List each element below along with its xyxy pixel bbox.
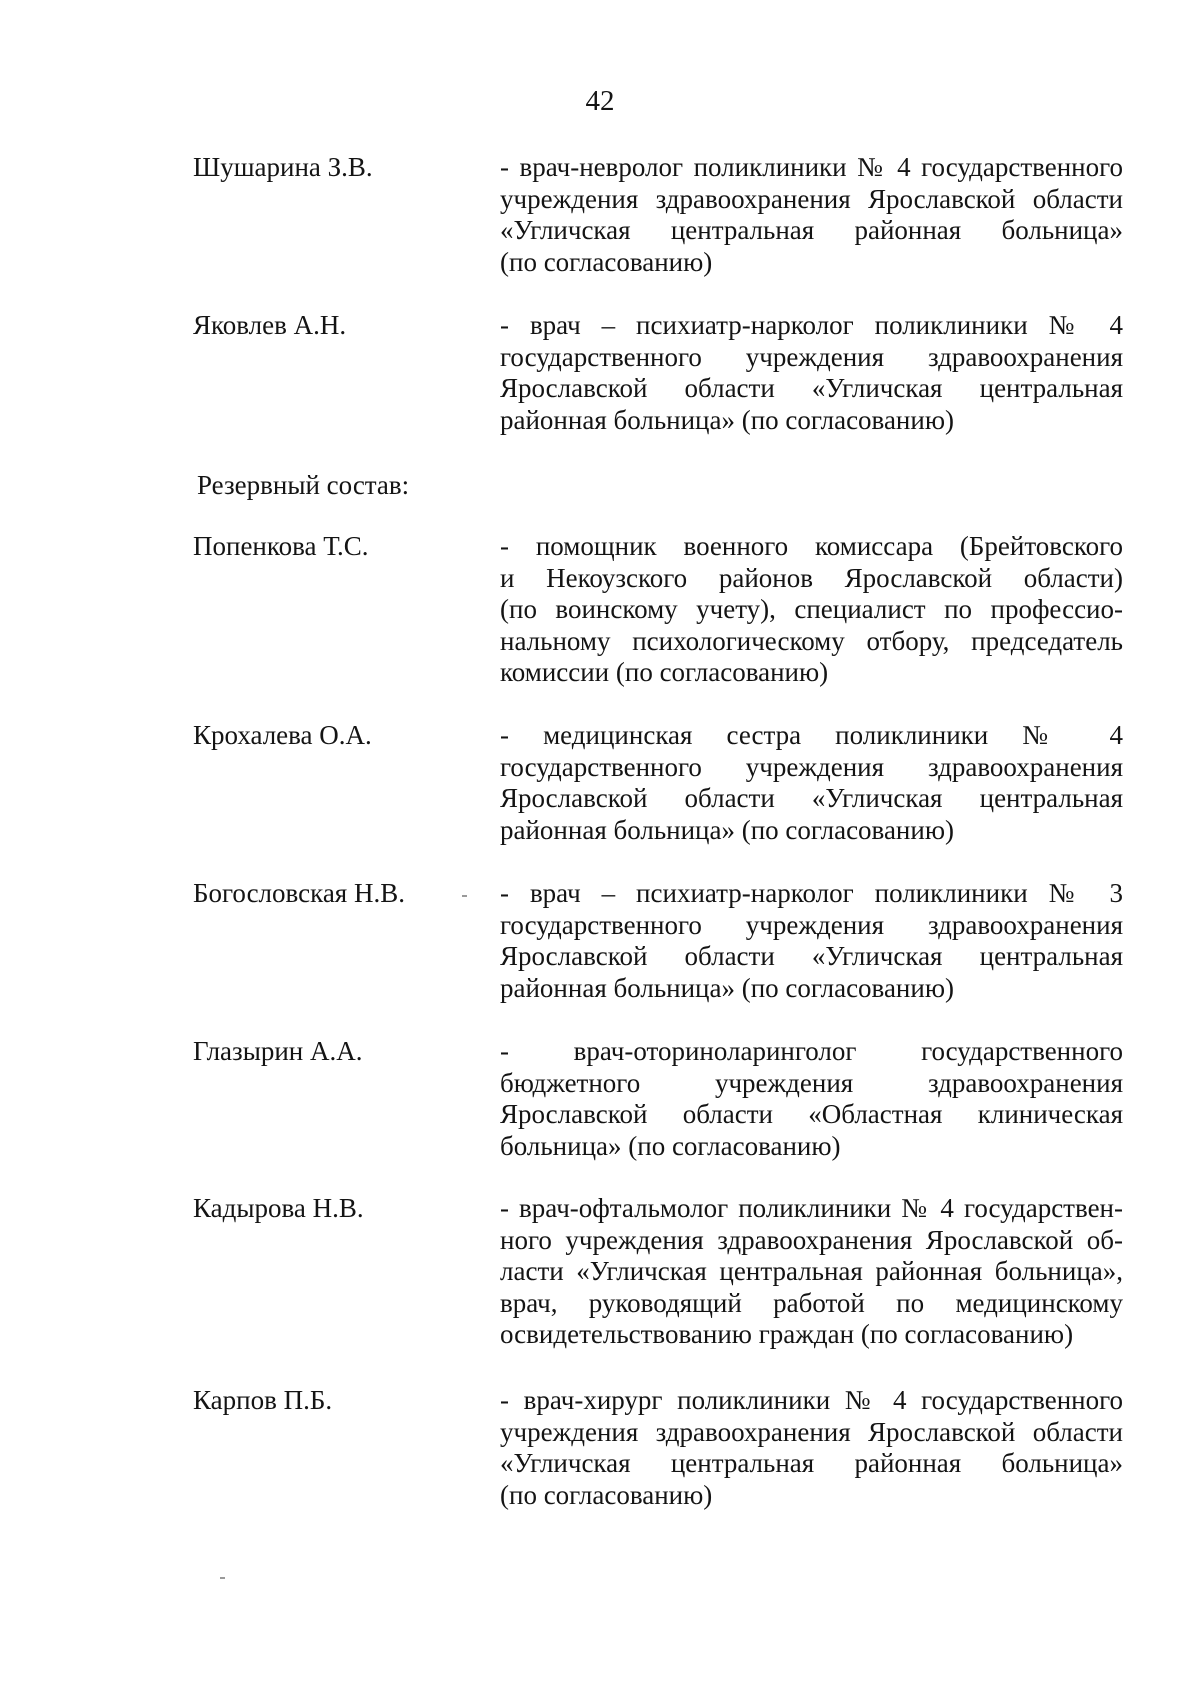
description-line: «Угличская центральная районная больница» [500, 215, 1123, 245]
member-name: Яковлев А.Н. [193, 310, 347, 340]
member-name: Кадырова Н.В. [193, 1193, 364, 1223]
description-line: - врач – психиатр-нарколог поликлиники № 4 [500, 310, 1123, 340]
description-line: Ярославской области «Угличская центральная [500, 373, 1123, 403]
member-name: Богословская Н.В. [193, 878, 405, 908]
description-line: больница» (по согласованию) [500, 1130, 841, 1161]
description-line: (по воинскому учету), специалист по профессио- [500, 594, 1123, 624]
description-line: и Некоузского районов Ярославской области) [500, 562, 1123, 593]
description-line: районная больница» (по согласованию) [500, 972, 954, 1003]
member-description [500, 152, 1123, 278]
member-name: Глазырин А.А. [193, 1036, 363, 1066]
page-number: 42 [585, 85, 615, 117]
member-name: Крохалева О.А. [193, 720, 372, 750]
description-line: государственного учреждения здравоохранения [500, 751, 1123, 782]
description-line: Ярославской области «Областная клиническая [500, 1099, 1123, 1129]
member-description [500, 1193, 1123, 1351]
description-line: Ярославской области «Угличская центральная [500, 941, 1123, 971]
description-line: ласти «Угличская центральная районная больница», [500, 1256, 1123, 1286]
member-name: Шушарина З.В. [193, 152, 373, 182]
description-line: нальному психологическому отбору, председатель [500, 625, 1123, 656]
description-line: - врач-невролог поликлиники № 4 государственного [500, 152, 1123, 182]
description-line: «Угличская центральная районная больница» [500, 1448, 1123, 1478]
description-line: бюджетного учреждения здравоохранения [500, 1067, 1123, 1098]
description-line: - врач-оториноларинголог государственного [500, 1036, 1123, 1066]
description-line: врач, руководящий работой по медицинскому [500, 1287, 1123, 1318]
scan-artifact [462, 895, 467, 897]
description-line: районная больница» (по согласованию) [500, 404, 954, 435]
description-line: - медицинская сестра поликлиники № 4 [500, 720, 1123, 750]
description-line: - помощник военного комиссара (Брейтовского [500, 531, 1123, 561]
reserve-section-label: Резервный состав: [197, 470, 410, 500]
description-line: - врач-офтальмолог поликлиники № 4 государствен- [500, 1193, 1123, 1223]
member-name: Попенкова Т.С. [193, 531, 369, 561]
description-line: - врач-хирург поликлиники № 4 государственного [500, 1385, 1123, 1415]
description-line: комиссии (по согласованию) [500, 657, 829, 687]
member-description [500, 720, 1123, 846]
description-line: освидетельствованию граждан (по согласованию) [500, 1319, 1074, 1349]
description-line: ного учреждения здравоохранения Ярославской об- [500, 1224, 1123, 1255]
member-name: Карпов П.Б. [193, 1385, 333, 1415]
description-line: учреждения здравоохранения Ярославской области [500, 1416, 1123, 1447]
description-line: (по согласованию) [500, 1479, 713, 1510]
member-description [500, 1385, 1123, 1511]
description-line: государственного учреждения здравоохранения [500, 341, 1123, 372]
description-line: районная больница» (по согласованию) [500, 814, 954, 845]
member-description [500, 1036, 1123, 1162]
description-line: Ярославской области «Угличская центральная [500, 783, 1123, 813]
description-line: государственного учреждения здравоохранения [500, 909, 1123, 940]
scan-artifact [220, 1577, 225, 1579]
member-description [500, 531, 1123, 689]
description-line: (по согласованию) [500, 246, 713, 277]
description-line: - врач – психиатр-нарколог поликлиники № 3 [500, 878, 1123, 908]
member-description [500, 878, 1123, 1004]
member-description [500, 310, 1123, 436]
description-line: учреждения здравоохранения Ярославской области [500, 183, 1123, 214]
